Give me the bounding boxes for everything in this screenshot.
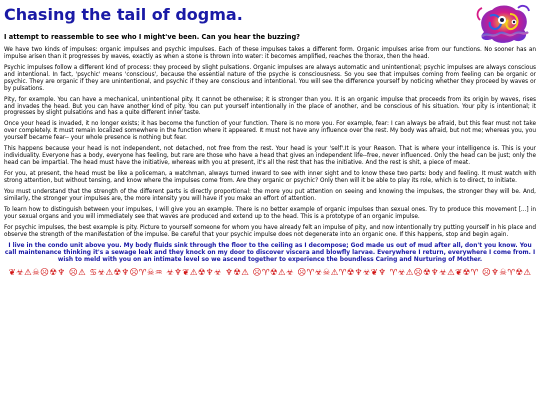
paragraph: For psychic impulses, the best example is pity. Picture to yourself someone for whom you have already felt an impulse of pity, and now intentionally try putting yourself in his place and observe the strength of the manifestation of the impulse. Be careful that your psychic impulse does not degenerate into an organic one. If this happens, stop and begin again. (4, 224, 536, 238)
paragraph: You must understand that the strength of the different parts is directly proportional: the more you put attention on seeing and knowing the impulses, the stronger they will be. And, similarly, the stronger your impulses are, the more intensity you will have if you make an effort of attention. (4, 188, 536, 202)
paragraph: We have two kinds of impulses: organic impulses and psychic impulses. Each of these impulses takes a different form. Organic impulses arise from our functions. No sooner has an impulse arisen than it progresses by waves, exactly as when a stone is thrown into water: it becomes amplified, reaches the thorax, then the head. (4, 47, 536, 60)
paragraph: This happens because your head is not independent, not detached, not free from the rest. Your head is your 'self'.It is your Reason. That is where your intelligence is. This is your individuality. Everyone has a body, everyone has feeling, but rare are those who have a head that gives an independent life--free, never influenced. Only the head can be just; only the head can be impartial. The head must have the initiative, whereas with you at present, it's all the rest that has the initiative. And the rest is shit, a piece of meat. (4, 146, 536, 167)
closing-quote: I live in the condo unit above you. My body fluids sink through the floor to the ceiling as I decompose; God made us out of mud after all, don't you know. You call maintenance thinking it's a sewage leak and they knock on my door to discover viscera and blowfly larvae. Everywhere I return, everywhere I come from. I wish to meld with you on an intimate level so we ascend together to experience the boundless Caring and Nurturing of Mother. (4, 242, 536, 264)
paragraph: For you, at present, the head must be like a policeman, a watchman, always turned inward to see with inner sight and to know these two parts: body and feeling. It must watch with strong attention, but without tensing, and know where the impulses come from. Are they organic or psychic? Only then will it be able to play its role, which is to direct, to initiate. (4, 171, 536, 184)
page-subtitle: I attempt to reassemble to see who I might've been. Can you hear the buzzing? (4, 33, 301, 41)
paragraph: Psychic impulses follow a different kind of process: they proceed by slight pulsations. Organic impulses are always automatic and unintentional; psychic impulses are always conscious and intentional. In fact, 'psychic' means 'conscious', because the essential nature of the psyche is consciousness. So you see that impulses coming from feeling can be organic or psychic. They are organic if they are unintentional, and psychic if they are conscious and intentional. You will see the difference yourself by noticing whether they proceed by waves or by pulsations. (4, 64, 536, 92)
paragraph: To learn how to distinguish between your impulses, I will give you an example. There is no better example of organic impulses than sexual ones. Try to produce this movement [...] in your sexual organs and you will immediately see that waves are produced and extend up to the head. This is a prototype of an organic impulse. (4, 206, 536, 220)
symbol-glyph-line: ❦☣⚠☠☹☢♆ ☹⚠ ♋☣⚠☢♆☹♈☠♒ ☣♆❦⚠☢♆☣ ♆☢⚠ ☹♈☢⚠☣ ☹♈☣☠⚠♈☢♆☣❦♆ ♈☣⚠☹☢♆☣⚠❦☢♈ ☹♆☠♈☢⚠ (8, 268, 532, 279)
paragraph: Pity, for example. You can have a mechanical, unintentional pity. It cannot be otherwise; it is stronger than you. It is an organic impulse that proceeds from its origin by waves, rises and invades the head. But you can have another kind of pity. You can put yourself intentionally in the place of another, and be conscious of his situation. Your pity is intentional; it progresses by slight pulsations and has a quite different inner taste. (4, 96, 536, 117)
paragraph: Once your head is invaded, it no longer exists; it has become the function of your function. There is no more you. For example, fear: I can always be afraid, but this fear must not take over completely. It must remain localized somewhere in the function where it appeared. It must not have any influence over the rest. My body was afraid, but not me; whereas you, you yourself became fear-- your whole presence is nothing but fear. (4, 121, 536, 142)
page-title: Chasing the tail of dogma. (4, 5, 243, 24)
article-body (4, 47, 536, 279)
logo-image (474, 2, 532, 44)
